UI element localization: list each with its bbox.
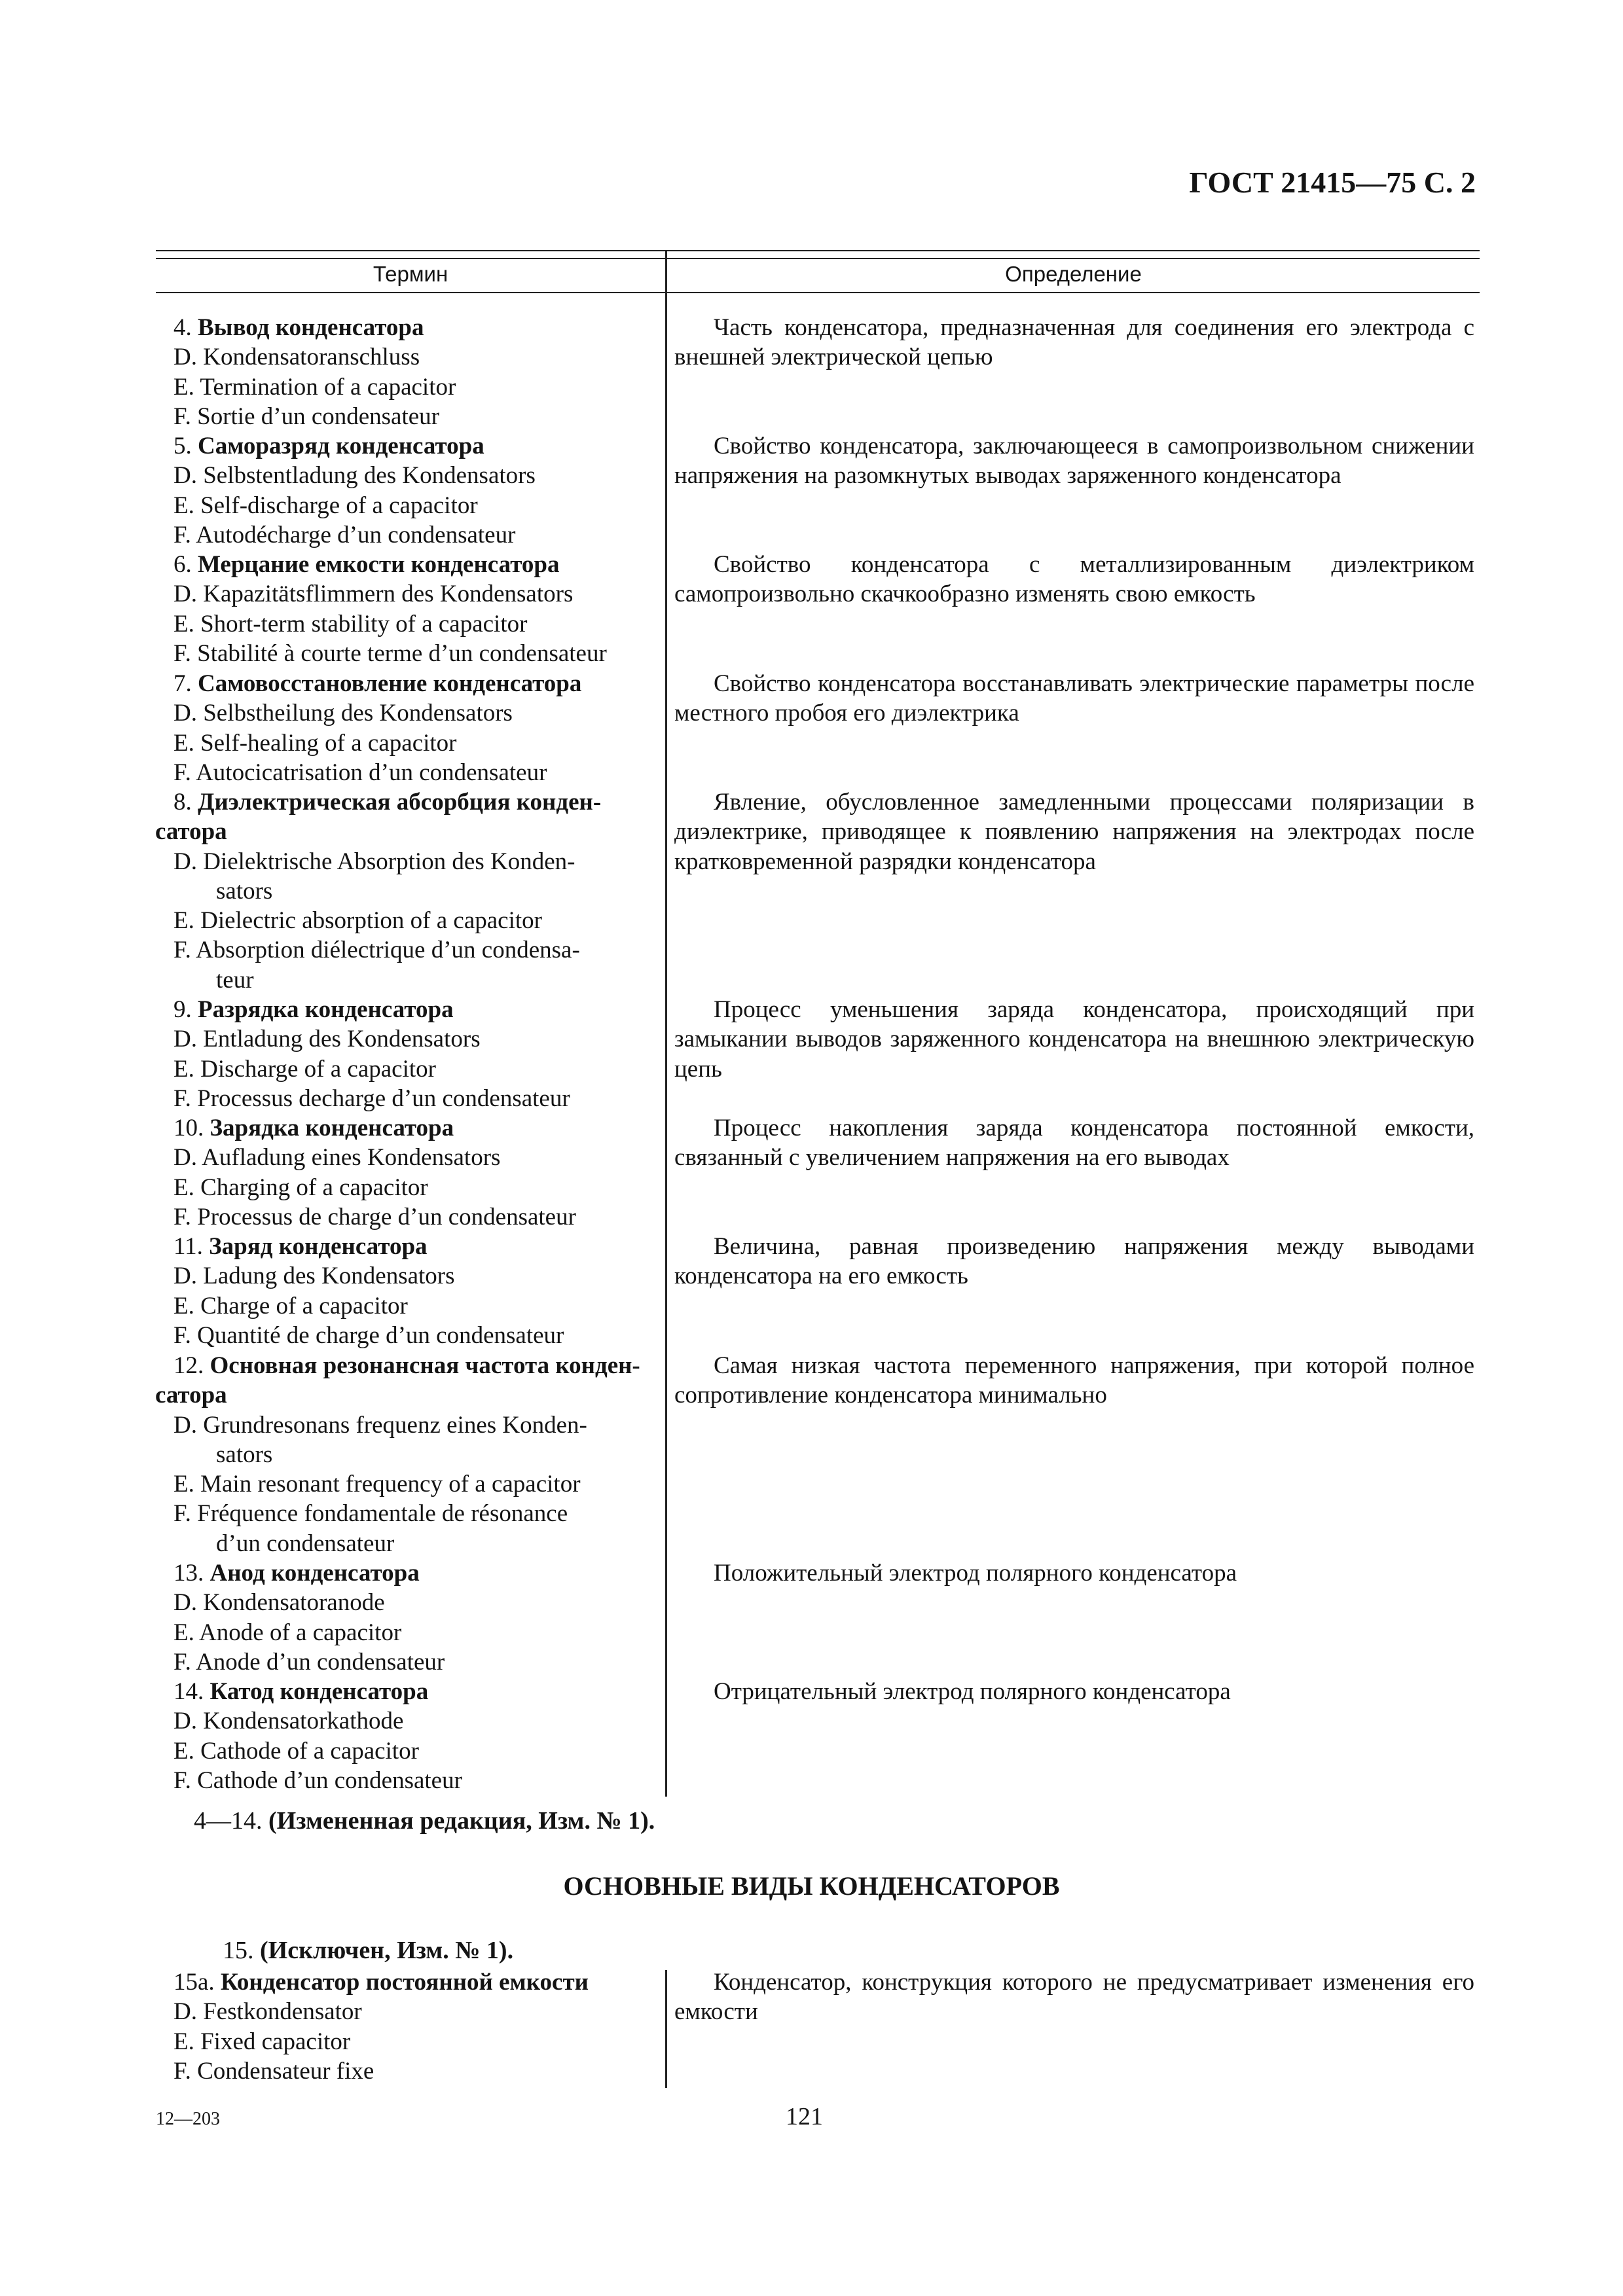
term-translation: D. Kondensatoranode: [173, 1589, 385, 1617]
definition-entry-9: [674, 995, 1474, 1084]
definition-entry-13: [674, 1558, 1474, 1588]
term-russian: сатора: [155, 1382, 227, 1409]
term-entry-10: [173, 1113, 661, 1232]
term-russian: Диэлектрическая абсорбция конден-: [198, 789, 602, 816]
term-number: 14.: [173, 1678, 210, 1705]
table-column-divider: [665, 250, 667, 1797]
definition-entry-12: [674, 1351, 1474, 1410]
table-header-rule: [156, 292, 1480, 293]
term-translation: F. Autocicatrisation d’un condensateur: [173, 759, 547, 786]
term-translation: D. Entladung des Kondensators: [173, 1026, 481, 1053]
definition-text: Процесс накопления заряда конденсатора постоянной емкости, связанный с увеличением напряжения на его выводах: [674, 1115, 1474, 1172]
term-line: [155, 1380, 661, 1410]
term-russian: Разрядка конденсатора: [198, 996, 454, 1023]
term-translation: D. Selbstentladung des Kondensators: [173, 462, 536, 490]
footer-code: 12—203: [156, 2109, 220, 2129]
definition-text: Положительный электрод полярного конденсатора: [714, 1560, 1237, 1587]
term-line: [173, 1113, 661, 1143]
definition-text: Свойство конденсатора, заключающееся в самопроизвольном снижении напряжения на разомкнутых выводах заряженного конденсатора: [674, 433, 1474, 490]
term-entry-14: [173, 1677, 661, 1795]
term-15a: [173, 1967, 661, 2086]
column-header-term: Термин: [373, 262, 448, 286]
term-russian: Саморазряд конденсатора: [198, 433, 484, 459]
term-number: 10.: [173, 1115, 210, 1141]
term-translation: E. Self-healing of a capacitor: [173, 729, 457, 757]
term-entry-6: [173, 550, 661, 668]
term-line: [173, 1351, 661, 1380]
definition-text: Процесс уменьшения заряда конденсатора, происходящий при замыкании выводов заряженного конденсатора на внешнюю электрическую цепь: [674, 996, 1474, 1083]
term-translation: E. Short-term stability of a capacitor: [173, 610, 528, 637]
term-line: [173, 1677, 661, 1706]
term-russian: Анод конденсатора: [210, 1560, 420, 1587]
term-translation: F. Quantité de charge d’un condensateur: [173, 1321, 564, 1349]
excluded-note-text: (Исключен, Изм. № 1).: [260, 1937, 514, 1964]
page-number: 121: [786, 2103, 823, 2130]
definition-15a: [674, 1967, 1474, 2027]
term-continuation: teur: [216, 966, 254, 994]
term-number: 8.: [173, 789, 198, 816]
term-translation: D. Dielektrische Absorption des Konden-: [173, 848, 575, 875]
term-translation: D. Kondensatoranschluss: [173, 344, 420, 371]
term-continuation: sators: [216, 877, 273, 905]
definition-text: Самая низкая частота переменного напряжения, при которой полное сопротивление конденсатора минимально: [674, 1352, 1474, 1409]
term-translation: E. Termination of a capacitor: [173, 373, 456, 401]
term-line: [173, 431, 661, 461]
amendment-note-text: (Измененная редакция, Изм. № 1).: [268, 1807, 655, 1835]
table-top-rule: [156, 250, 1480, 251]
term-translation: E. Charging of a capacitor: [173, 1174, 428, 1201]
term-line: [173, 1558, 661, 1588]
term-line: [173, 1529, 661, 1558]
term-russian: Зарядка конденсатора: [210, 1115, 454, 1141]
term-translation: D. Kapazitätsflimmern des Kondensators: [173, 581, 574, 608]
document-header-title: ГОСТ 21415—75 С. 2: [1189, 166, 1476, 199]
term-line: [155, 817, 661, 846]
amendment-note: [194, 1806, 655, 1835]
term-translation: F. Processus de charge d’un condensateur: [173, 1203, 576, 1230]
definition-text: Часть конденсатора, предназначенная для соединения его электрода с внешней электрической цепью: [674, 314, 1474, 371]
term-number: 6.: [173, 551, 198, 578]
term-number: 15а.: [173, 1969, 221, 1996]
definition-entry-8: [674, 787, 1474, 876]
excluded-note: [223, 1936, 513, 1965]
term-russian: Мерцание емкости конденсатора: [198, 551, 560, 578]
term-russian: Заряд конденсатора: [209, 1233, 428, 1260]
term-line: [173, 876, 661, 906]
amendment-note-range: 4—14.: [194, 1807, 268, 1835]
definition-text: Отрицательный электрод полярного конденсатора: [714, 1678, 1231, 1705]
term-translation: F. Stabilité à courte terme d’un condensateur: [173, 639, 607, 667]
table-column-divider-15a: [665, 1970, 667, 2088]
term-number: 7.: [173, 670, 198, 697]
term-translation: E. Main resonant frequency of a capacitor: [173, 1471, 581, 1498]
term-translation: D. Aufladung eines Kondensators: [173, 1144, 501, 1172]
definition-entry-4: [674, 313, 1474, 372]
term-entry-4: [173, 313, 661, 431]
term-translation: E. Charge of a capacitor: [173, 1292, 408, 1319]
term-continuation: d’un condensateur: [216, 1530, 395, 1557]
term-translation: F. Sortie d’un condensateur: [173, 403, 440, 430]
term-translation: E. Fixed capacitor: [173, 2028, 351, 2055]
term-translation: D. Kondensatorkathode: [173, 1708, 404, 1735]
definition-entry-11: [674, 1232, 1474, 1291]
term-translation: F. Condensateur fixe: [173, 2057, 374, 2085]
term-line: [173, 1232, 661, 1261]
term-line: [173, 965, 661, 995]
term-russian: Вывод конденсатора: [198, 314, 424, 341]
term-continuation: sators: [216, 1441, 273, 1468]
definition-text: Конденсатор, конструкция которого не предусматривает изменения его емкости: [674, 1969, 1474, 2026]
definition-entry-10: [674, 1113, 1474, 1173]
term-number: 4.: [173, 314, 198, 341]
term-line: [173, 669, 661, 698]
term-entry-8: [155, 787, 661, 995]
term-translation: D. Ladung des Kondensators: [173, 1263, 455, 1290]
term-translation: F. Absorption diélectrique d’un condensa-: [173, 937, 580, 964]
definition-entry-7: [674, 669, 1474, 728]
term-translation: E. Anode of a capacitor: [173, 1619, 402, 1646]
term-translation: F. Fréquence fondamentale de résonance: [173, 1500, 568, 1528]
term-line: [173, 1440, 661, 1469]
excluded-note-number: 15.: [223, 1937, 260, 1964]
term-entry-5: [173, 431, 661, 550]
term-russian: Основная резонансная частота конден-: [210, 1352, 640, 1379]
section-title: ОСНОВНЫЕ ВИДЫ КОНДЕНСАТОРОВ: [563, 1871, 1060, 1901]
term-translation: F. Autodécharge d’un condensateur: [173, 521, 516, 548]
term-number: 9.: [173, 996, 198, 1023]
term-line: [173, 313, 661, 342]
term-line: [173, 995, 661, 1024]
term-entry-11: [173, 1232, 661, 1350]
term-number: 13.: [173, 1560, 210, 1587]
term-translation: D. Festkondensator: [173, 1998, 362, 2026]
term-translation: D. Grundresonans frequenz eines Konden-: [173, 1411, 587, 1439]
term-line: [173, 1967, 661, 1997]
term-line: [173, 787, 661, 817]
term-translation: E. Dielectric absorption of a capacitor: [173, 907, 542, 935]
definition-text: Свойство конденсатора восстанавливать электрические параметры после местного пробоя его диэлектрика: [674, 670, 1474, 727]
term-translation: E. Discharge of a capacitor: [173, 1055, 436, 1083]
term-entry-13: [173, 1558, 661, 1677]
term-translation: F. Anode d’un condensateur: [173, 1648, 445, 1676]
term-entry-12: [155, 1351, 661, 1558]
definition-entry-14: [674, 1677, 1474, 1706]
term-russian: Конденсатор постоянной емкости: [220, 1969, 589, 1996]
term-number: 5.: [173, 433, 198, 459]
term-entry-7: [173, 669, 661, 787]
definition-text: Явление, обусловленное замедленными процессами поляризации в диэлектрике, приводящее к появлению напряжения на электродах после кратковременной разрядки конденсатора: [674, 789, 1474, 875]
term-line: [173, 550, 661, 579]
term-russian: Самовосстановление конденсатора: [198, 670, 582, 697]
term-russian: Катод конденсатора: [210, 1678, 429, 1705]
term-translation: D. Selbstheilung des Kondensators: [173, 700, 513, 727]
definition-entry-6: [674, 550, 1474, 609]
term-entry-9: [173, 995, 661, 1113]
definition-text: Величина, равная произведению напряжения между выводами конденсатора на его емкость: [674, 1233, 1474, 1290]
term-russian: сатора: [155, 818, 227, 846]
term-translation: E. Cathode of a capacitor: [173, 1737, 419, 1765]
term-translation: F. Cathode d’un condensateur: [173, 1767, 462, 1794]
term-number: 11.: [173, 1233, 210, 1260]
term-translation: F. Processus decharge d’un condensateur: [173, 1085, 570, 1112]
definition-text: Свойство конденсатора с металлизированным диэлектриком самопроизвольно скачкообразно изменять свою емкость: [674, 551, 1474, 608]
term-translation: E. Self-discharge of a capacitor: [173, 492, 478, 519]
definition-entry-5: [674, 431, 1474, 491]
term-number: 12.: [173, 1352, 210, 1379]
column-header-definition: Определение: [1005, 262, 1142, 286]
